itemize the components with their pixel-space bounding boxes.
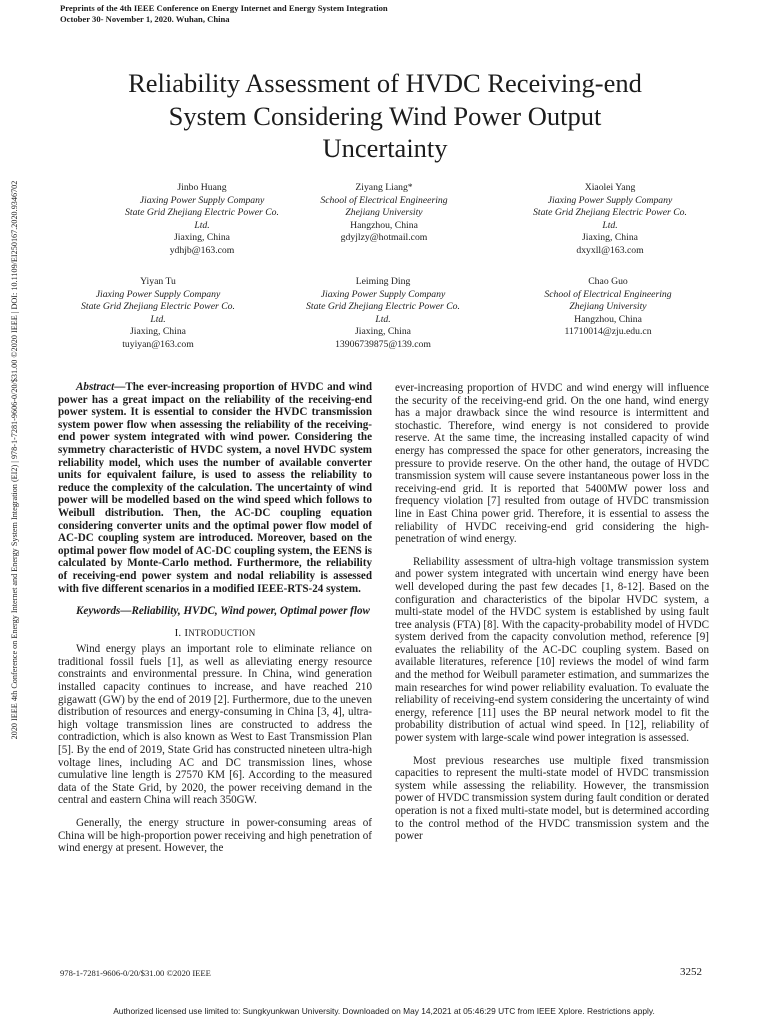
author-city: Jiaxing, China xyxy=(582,232,638,244)
section-number: I. xyxy=(174,626,182,639)
paragraph: Wind energy plays an important role to eliminate reliance on traditional fossil fuels [1], as well as alleviating energy resource constraints and environmental pressure. In China, wind generation installed capacity continues to increase, and have reached 210 gigawatt (GW) by the end of 2019 [2]. Furthermore, due to the uneven distribution of resources and energy-consuming in China [3, 4], ultra-high voltage transmission lines are constructed to address the contradiction, which is also known as West to East Transmission Plan [5]. By the end of 2019, State Grid has constructed nineteen ultra-high voltage lines, including AC and DC transmission lines, whose cumulative line length is 27570 KM [6]. According to the measured data of the State Grid, by 2020, the power receiving demand in the central and eastern China will reach 350GW. xyxy=(58,643,372,807)
author-affiliation: Ltd. xyxy=(375,313,391,325)
author-name: Leiming Ding xyxy=(355,276,411,287)
section-heading xyxy=(58,627,372,640)
author-affiliation: Jiaxing Power Supply Company xyxy=(139,194,265,206)
author-email: tuyiyan@163.com xyxy=(122,338,194,350)
paragraph: Most previous researches use multiple fixed transmission capacities to represent the multi-state model of HVDC transmission system while assessing the reliability. However, the transmission power of HVDC transmission system during fault condition or derated operation is not a fixed multi-state model, but is determined according to the control method of the HVDC transmission system and the power xyxy=(395,754,709,843)
author-city: Jiaxing, China xyxy=(355,326,411,338)
author-affiliation: Ltd. xyxy=(602,219,618,231)
author-affiliation: State Grid Zhejiang Electric Power Co. xyxy=(125,207,279,219)
author-block xyxy=(273,276,493,352)
paragraph: ever-increasing proportion of HVDC and wind energy will influence the security of the receiving-end grid. On the one hand, wind energy has a major drawback since the wind resource is intermittent and stochastic. Therefore, wind energy is not considered to provide reserve. At the same time, the increasing installed capacity of wind energy has compressed the space for other generators, increasing the pressure to provide reserve. On the other hand, the outage of HVDC transmission system will cause severe instantaneous power loss in the receiving-end grid. It is reported that 5400MW power loss and frequency violation [7] resulted from outage of HVDC transmission line in East China power grid. Therefore, it is essential to assess the reliability of HVDC receiving-end grid considering the high-penetration of wind energy. xyxy=(395,382,709,546)
paragraph: Generally, the energy structure in power-consuming areas of China will be high-proportion power receiving and high penetration of wind energy at present. However, the xyxy=(58,817,372,855)
author-affiliation: State Grid Zhejiang Electric Power Co. xyxy=(533,207,687,219)
paper-title-line1: Reliability Assessment of HVDC Receiving-end xyxy=(128,68,642,98)
author-city: Hangzhou, China xyxy=(574,313,642,325)
conference-header xyxy=(60,3,388,25)
conference-header-line2: October 30- November 1, 2020. Wuhan, China xyxy=(60,14,230,24)
author-block xyxy=(274,182,494,245)
author-affiliation: State Grid Zhejiang Electric Power Co. xyxy=(81,301,235,313)
author-city: Hangzhou, China xyxy=(350,219,418,231)
author-name: Chao Guo xyxy=(588,276,628,287)
section-title-initial: I xyxy=(184,626,189,639)
paper-title xyxy=(60,67,710,165)
doi-sidebar: 2020 IEEE 4th Conference on Energy Internet and Energy System Integration (EI2) | 978-1-7281-9606-0/20/$31.00 ©2020 IEEE | DOI: 10.1109/EI250167.2020.9346702 xyxy=(10,180,19,740)
paragraph: Reliability assessment of ultra-high voltage transmission system and power system integrated with uncertain wind energy have been well developed during the past few decades [1, 8-12]. Based on the configuration and characteristics of the bipolar HVDC system, a multi-state model of the HVDC system is established by using fault tree analysis (FTA) [8]. With the capacity-probability model of HVDC system derived from the capacity convolution method, reference [9] evaluates the reliability of the AC-DC coupling system. Based on available literatures, reference [10] reviews the model of wind farm and the method for Weibull parameter estimation, and summarizes the main researches for wind power reliability evaluation. To evaluate the reliability of receiving-end system considering the uncertainty of wind energy, reference [11] uses the BP neural network model to fit the probability distribution of actual wind speed. In [12], reliability of power system with large-scale wind power integration is assessed. xyxy=(395,555,709,745)
author-email: gdyjlzy@hotmail.com xyxy=(340,232,428,244)
license-notice: Authorized licensed use limited to: Sungkyunkwan University. Downloaded on May 14,2021 at 05:46:29 UTC from IEEE Xplore. Restrictions apply. xyxy=(113,1006,655,1016)
author-name: Jinbo Huang xyxy=(177,182,227,193)
paper-title-line3: Uncertainty xyxy=(322,133,448,163)
author-block xyxy=(500,182,720,258)
author-affiliation: School of Electrical Engineering xyxy=(320,194,448,206)
abstract xyxy=(58,381,372,595)
author-name: Yiyan Tu xyxy=(140,276,176,287)
author-affiliation: Jiaxing Power Supply Company xyxy=(547,194,673,206)
author-name: Ziyang Liang* xyxy=(355,182,413,193)
author-email: 11710014@zju.edu.cn xyxy=(564,326,652,338)
author-affiliation: Ltd. xyxy=(194,219,210,231)
author-block xyxy=(48,276,268,352)
author-email: dxyxll@163.com xyxy=(576,244,644,256)
author-affiliation: Jiaxing Power Supply Company xyxy=(320,288,446,300)
author-email: 13906739875@139.com xyxy=(335,338,431,350)
keywords: Keywords—Reliability, HVDC, Wind power, Optimal power flow xyxy=(76,605,370,618)
author-affiliation: Ltd. xyxy=(150,313,166,325)
paper-title-line2: System Considering Wind Power Output xyxy=(168,100,602,131)
author-affiliation: Jiaxing Power Supply Company xyxy=(95,288,221,300)
author-email: ydhjb@163.com xyxy=(169,244,235,256)
author-affiliation: School of Electrical Engineering xyxy=(544,288,672,300)
author-affiliation: Zhejiang University xyxy=(345,207,423,219)
author-city: Jiaxing, China xyxy=(174,232,230,244)
author-name: Xiaolei Yang xyxy=(584,182,636,193)
author-city: Jiaxing, China xyxy=(130,326,186,338)
page-number: 3252 xyxy=(680,966,702,978)
copyright-footer: 978-1-7281-9606-0/20/$31.00 ©2020 IEEE xyxy=(60,968,211,978)
section-title-rest: NTRODUCTION xyxy=(188,627,256,638)
left-column xyxy=(58,381,372,855)
abstract-label: Abstract xyxy=(76,381,115,393)
abstract-text: —The ever-increasing proportion of HVDC and wind power has a great impact on the reliability of the receiving-end power system. It is essential to consider the HVDC transmission system power flow when assessing the reliability of the receiving-end power system integrated with wind power. Considering the symmetry characteristic of HVDC system, a novel HVDC system reliability model, which uses the number of available converter units for equivalent failure, is used to assess the reliability to reduce the complexity of the calculation. The uncertainty of wind power will be modelled based on the wind speed which follows to Weibull distribution. Then, the AC-DC coupling equation considering converter units and the optimal power flow model of AC-DC coupling system are introduced. Moreover, based on the optimal power flow model of AC-DC coupling system, the EENS is calculated by Monte-Carlo method. Furthermore, the reliability of receiving-end power system and nodal reliability is assessed with five different scenarios in a modified IEEE-RTS-24 system. xyxy=(58,381,372,595)
conference-header-line1: Preprints of the 4th IEEE Conference on Energy Internet and Energy System Integration xyxy=(60,3,388,13)
author-affiliation: Zhejiang University xyxy=(569,301,647,313)
right-column xyxy=(395,382,709,843)
author-block xyxy=(498,276,718,339)
author-affiliation: State Grid Zhejiang Electric Power Co. xyxy=(306,301,460,313)
